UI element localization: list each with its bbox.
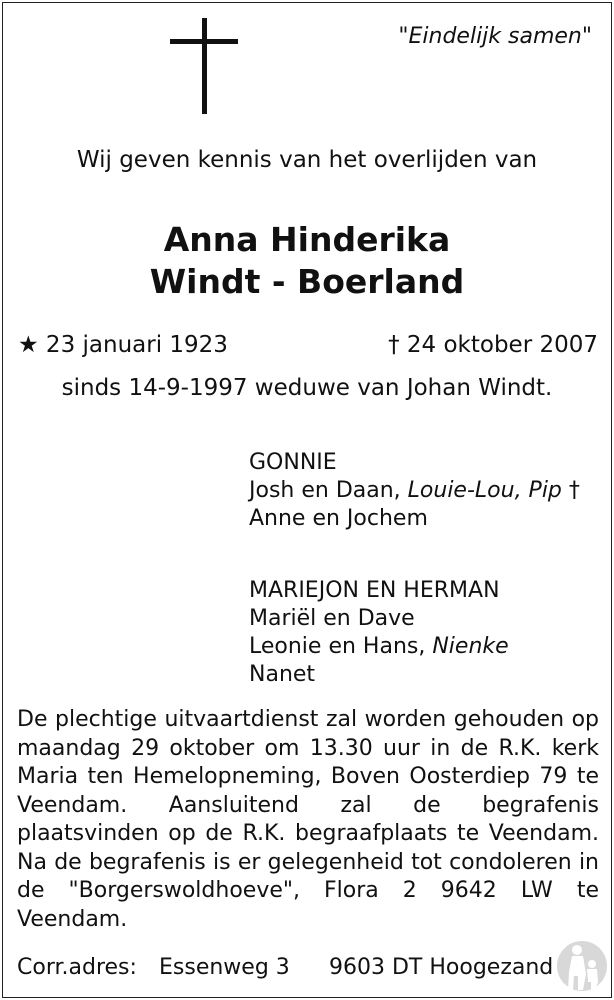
widow-text: sinds 14-9-1997 weduwe van Johan Windt. (61, 375, 553, 401)
family-head: MARIEJON EN HERMAN (249, 578, 500, 603)
cross-icon (170, 18, 238, 114)
death-date: † 24 oktober 2007 (388, 332, 598, 358)
family-group-mariejon (249, 577, 509, 689)
birth-date: ★ 23 januari 1923 (18, 332, 228, 358)
family-line: Mariël en Dave (249, 606, 415, 631)
family-group-gonnie (249, 449, 580, 533)
family-head: GONNIE (249, 450, 337, 475)
deceased-name-first: Anna Hinderika (163, 220, 451, 259)
caretaker-logo-icon (556, 938, 608, 994)
corr-street: Essenweg 3 (159, 955, 290, 980)
motto-quote: "Eindelijk samen" (398, 24, 592, 49)
family-line: Josh en Daan, Louie-Lou, Pip † (249, 478, 580, 503)
corr-label: Corr.adres: (17, 955, 137, 980)
family-line: Anne en Jochem (249, 506, 428, 531)
intro-text: Wij geven kennis van het overlijden van (76, 147, 538, 173)
family-line: Nanet (249, 662, 316, 687)
family-line: Leonie en Hans, Nienke (249, 634, 509, 659)
correspondence-address (17, 955, 553, 980)
deceased-name-last: Windt - Boerland (149, 262, 465, 301)
corr-city: 9603 DT Hoogezand (329, 955, 554, 980)
service-details: De plechtige uitvaartdienst zal worden gehouden op maandag 29 oktober om 13.30 uur in de R.K. kerk Maria ten Hemelopneming, Boven Oosterdiep 79 te Veendam. Aansluitend zal de begrafenis plaatsvinden op de R.K. begraafplaats te Veendam. Na de begrafenis is er gelegenheid tot condoleren in de "Borgerswoldhoeve", Flora 2 9642 LW te Veendam. (17, 707, 599, 932)
